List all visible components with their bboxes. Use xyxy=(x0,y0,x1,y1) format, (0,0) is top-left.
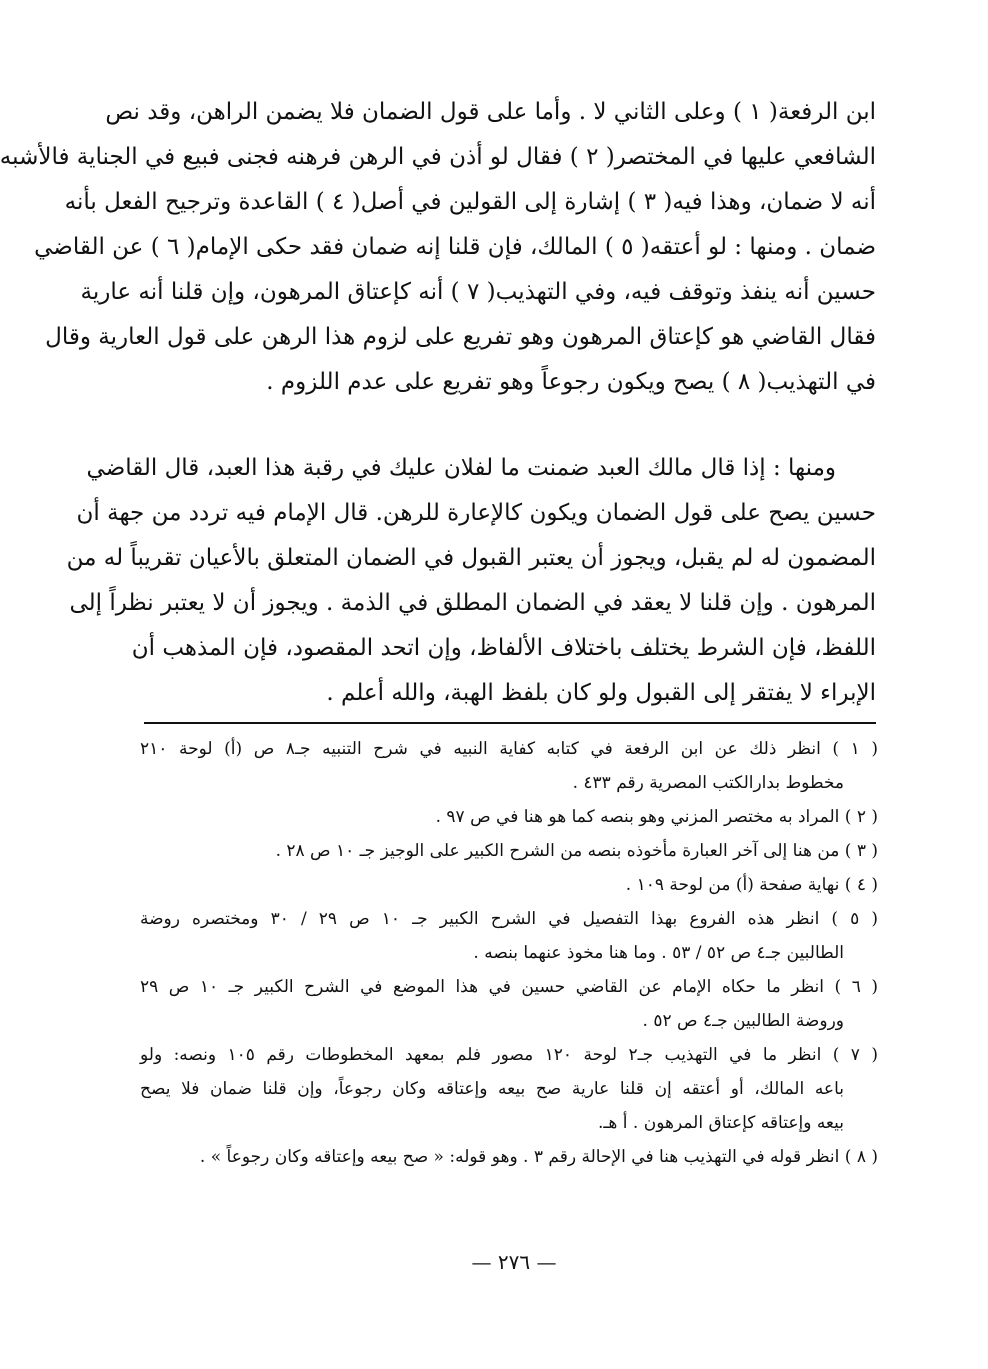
footnote-line: الطالبين جـ٤ ص ٥٢ / ٥٣ . وما هنا مخوذ عنهما بنصه . xyxy=(473,943,844,963)
footnote-line: ( ٣ ) من هنا إلى آخر العبارة مأخوذه بنصه من الشرح الكبير على الوجيز جـ ١٠ ص ٢٨ . xyxy=(275,841,878,861)
footnote-line: ( ٧ ) انظر ما في التهذيب جـ٢ لوحة ١٢٠ مصور فلم بمعهد المخطوطات رقم ١٠٥ ونصه: ولو xyxy=(140,1045,878,1065)
text-line: ابن الرفعة( ١ ) وعلى الثاني لا . وأما على قول الضمان فلا يضمن الراهن، وقد نص xyxy=(105,99,876,125)
text-line: حسين أنه ينفذ وتوقف فيه، وفي التهذيب( ٧ ) أنه كإعتاق المرهون، وإن قلنا أنه عارية xyxy=(80,279,876,305)
body-paragraph xyxy=(66,446,876,716)
text-line: ومنها : إذا قال مالك العبد ضمنت ما لفلان عليك في رقبة هذا العبد، قال القاضي xyxy=(86,455,836,481)
footnote-line: ( ٨ ) انظر قوله في التهذيب هنا في الإحالة رقم ٣ . وهو قوله: « صح بيعه وإعتاقه وكان رجوعاً » . xyxy=(199,1147,878,1167)
footnote-line: بيعه وإعتاقه كإعتاق المرهون . أ هـ. xyxy=(598,1113,844,1133)
text-line: فقال القاضي هو كإعتاق المرهون وهو تفريع على لزوم هذا الرهن على قول العارية وقال xyxy=(45,324,876,350)
text-line: حسين يصح على قول الضمان ويكون كالإعارة للرهن. قال الإمام فيه تردد من جهة أن xyxy=(76,500,876,526)
text-line: المرهون . وإن قلنا لا يعقد في الضمان المطلق في الذمة . ويجوز أن لا يعتبر نظراً إلى xyxy=(69,590,876,616)
footnote-line: ( ١ ) انظر ذلك عن ابن الرفعة في كتابه كفاية النبيه في شرح التنبيه جـ٨ ص (أ) لوحة ٢١٠ xyxy=(140,739,878,759)
footnote xyxy=(140,902,878,970)
footnote-line: وروضة الطالبين جـ٤ ص ٥٢ . xyxy=(642,1011,844,1031)
footnote-separator xyxy=(144,722,876,724)
footnote-line: ( ٤ ) نهاية صفحة (أ) من لوحة ١٠٩ . xyxy=(625,875,878,895)
footnote-line: ( ٥ ) انظر هذه الفروع بهذا التفصيل في الشرح الكبير جـ ١٠ ص ٢٩ / ٣٠ ومختصره روضة xyxy=(140,909,878,929)
footnote xyxy=(140,1140,878,1174)
footnote-line: باعه المالك، أو أعتقه إن قلنا عارية صح بيعه وإعتاقه وكان رجوعاً، وإن قلنا ضمان فلا يصح xyxy=(140,1079,844,1099)
footnote xyxy=(140,834,878,868)
body-paragraph xyxy=(0,90,876,405)
text-line: أنه لا ضمان، وهذا فيه( ٣ ) إشارة إلى القولين في أصل( ٤ ) القاعدة وترجيح الفعل بأنه xyxy=(64,189,876,215)
footnote-line: مخطوط بدارالكتب المصرية رقم ٤٣٣ . xyxy=(572,773,844,793)
text-line: اللفظ، فإن الشرط يختلف باختلاف الألفاظ، وإن اتحد المقصود، فإن المذهب أن xyxy=(131,635,876,661)
text-line: الإبراء لا يفتقر إلى القبول ولو كان بلفظ الهبة، والله أعلم . xyxy=(326,680,876,706)
footnote xyxy=(140,732,878,800)
page-number: — ٢٧٦ — xyxy=(471,1250,557,1274)
footnote xyxy=(140,800,878,834)
footnote xyxy=(140,1038,878,1140)
footnote xyxy=(140,970,878,1038)
text-line: ضمان . ومنها : لو أعتقه( ٥ ) المالك، فإن قلنا إنه ضمان فقد حكى الإمام( ٦ ) عن القاضي xyxy=(34,234,876,260)
footnote-line: ( ٢ ) المراد به مختصر المزني وهو بنصه كما هو هنا في ص ٩٧ . xyxy=(435,807,878,827)
footnote-line: ( ٦ ) انظر ما حكاه الإمام عن القاضي حسين في هذا الموضع في الشرح الكبير جـ ١٠ ص ٢٩ xyxy=(140,977,878,997)
text-line: الشافعي عليها في المختصر( ٢ ) فقال لو أذن في الرهن فرهنه فجنى فبيع في الجناية فالأشبه xyxy=(0,144,876,170)
footnote xyxy=(140,868,878,902)
text-line: المضمون له لم يقبل، ويجوز أن يعتبر القبول في الضمان المتعلق بالأعيان تقريباً له من xyxy=(66,545,876,571)
text-line: في التهذيب( ٨ ) يصح ويكون رجوعاً وهو تفريع على عدم اللزوم . xyxy=(266,369,876,395)
footnotes-section xyxy=(140,732,878,1174)
